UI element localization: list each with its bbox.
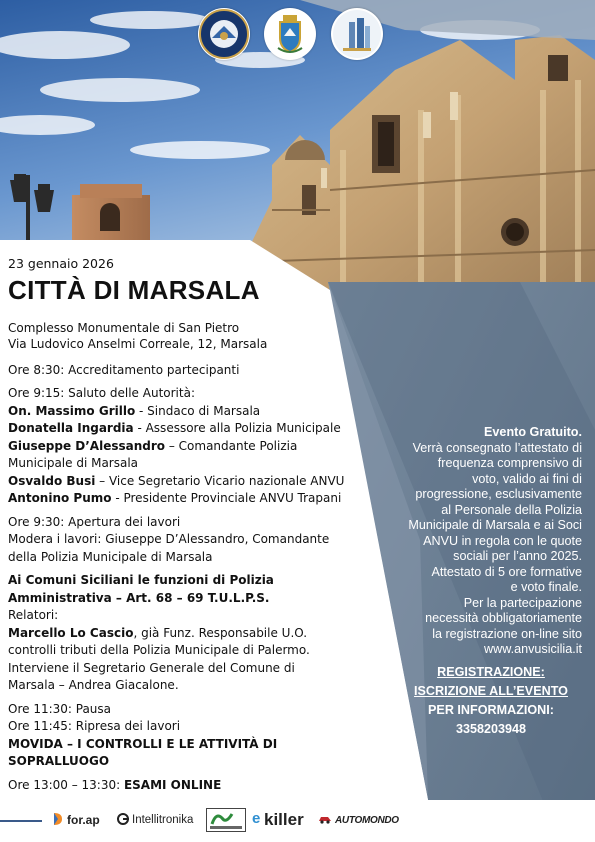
info-line: Per la partecipazione [463,595,582,610]
info-line: progressione, esclusivamente [415,487,582,501]
session-title: Ai Comuni Siciliani le funzioni di Polizia [8,573,274,587]
relatori-label: Relatori: [8,608,59,622]
speaker-row [8,473,378,491]
info-line: ANVU in regola con le quote [423,533,582,548]
sponsor-name: AUTOMONDO [335,814,399,826]
registration-time: Ore 8:30: Accreditamento partecipanti [8,362,240,377]
exams-row [8,777,378,795]
info-line: Attestato di 5 ore formative [431,564,582,579]
automondo-car-icon [318,814,332,827]
marsala-coat-of-arms-logo [264,8,316,60]
exams-label: ESAMI ONLINE [123,777,222,792]
sponsor-name: for.ap [67,813,100,827]
speaker-role: - Assessore alla Polizia Municipale [133,421,341,435]
sponsor-name: Intellitronika [132,814,194,826]
venue-name: Complesso Monumentale di San Pietro [8,320,240,335]
speaker-name: Osvaldo Busi [8,473,96,488]
speaker-row [8,403,378,421]
info-contact-label: PER INFORMAZIONI: [428,702,554,717]
info-line: Verrà consegnato l’attestato di [412,440,582,455]
venue-street: Via Ludovico Anselmi Correale, 12, Marsala [8,336,268,351]
info-line: Municipale di Marsala e ai Soci [408,518,582,532]
exams-time: Ore 13:00 – 13:30: [8,777,124,792]
ekiller-e-icon [252,810,264,831]
website-link[interactable]: www.anvusicilia.it [484,642,582,656]
speaker-role: – Comandante Polizia [165,438,298,453]
free-event-label: Evento Gratuito. [484,425,582,439]
anvu-logo [331,8,383,60]
opening-time: Ore 9:30: Apertura dei lavori [8,514,181,529]
info-line: sociali per l’anno 2025. [453,549,582,563]
sponsor-intellitronika [117,808,193,832]
programme [8,362,378,795]
speaker-role: - Sindaco di Marsala [135,403,261,418]
forap-mark-icon [52,811,64,830]
movida-title: MOVIDA – I CONTROLLI E LE ATTIVITÀ DI [8,736,278,751]
relatore-role-continued: controlli tributi della Polizia Municipale di Palermo. [8,643,310,657]
info-line: e voto finale. [510,580,582,594]
intervention-line: Marsala – Andrea Giacalone. [8,678,179,692]
sa-logo-icon [206,808,246,832]
info-line: frequenza comprensivo di [437,456,582,470]
speaker-row [8,490,378,508]
programme-column [8,255,378,794]
speaker-row [8,420,378,438]
registration-label: REGISTRAZIONE: [437,664,545,679]
speaker-name: Giuseppe D’Alessandro [8,438,166,453]
svg-text:e: e [252,809,261,826]
sponsor-automondo [318,808,399,832]
event-date: 23 gennaio 2026 [8,256,114,271]
relatore-role: , già Funz. Responsabile U.O. [133,625,308,640]
pause-time: Ore 11:30: Pausa [8,701,112,716]
subscribe-link[interactable]: ISCRIZIONE ALL’EVENTO [414,683,568,698]
info-line: la registrazione on-line sito [432,626,582,641]
speaker-name: On. Massimo Grillo [8,403,136,418]
sponsor-forap [52,808,100,832]
speaker-name: Donatella Ingardia [8,421,134,435]
info-body [370,441,590,658]
contact-phone[interactable]: 3358203948 [455,721,527,736]
session-title: Amministrativa – Art. 68 – 69 T.U.L.P.S. [8,590,270,605]
sponsor-name: killer [264,810,304,829]
greetings-time: Ore 9:15: Saluto delle Autorità: [8,386,195,400]
venue-address [8,320,378,352]
intervention-line: Interviene il Segretario Generale del Comune di [8,660,295,675]
relatore-row [8,625,378,643]
resume-time: Ore 11:45: Ripresa dei lavori [8,719,181,733]
movida-title: SOPRALLUOGO [8,754,110,768]
intellitronika-mark-icon [117,813,129,828]
info-panel [370,425,590,739]
sponsor-sa-logo [206,808,246,832]
registration-block [370,663,590,739]
speaker-role: – Vice Segretario Vicario nazionale ANVU [95,473,345,488]
info-line: necessità obbligatoriamente [425,611,582,625]
sponsor-divider [0,820,42,822]
sponsor-ekiller [252,808,304,832]
speaker-role: - Presidente Provinciale ANVU Trapani [111,491,342,505]
event-city-title: CITTÀ DI MARSALA [8,274,260,305]
speaker-row [8,438,378,456]
polizia-locale-logo [198,8,250,60]
info-line: voto, valido ai fini di [472,471,582,486]
sponsor-bar [0,800,595,842]
relatore-name: Marcello Lo Cascio [8,625,134,640]
info-line: al Personale della Polizia [441,502,582,517]
moderator-line: Modera i lavori: Giuseppe D’Alessandro, Comandante [8,532,330,546]
speaker-name: Antonino Pumo [8,491,112,505]
moderator-line: della Polizia Municipale di Marsala [8,549,213,564]
speaker-role-continued: Municipale di Marsala [8,456,139,470]
